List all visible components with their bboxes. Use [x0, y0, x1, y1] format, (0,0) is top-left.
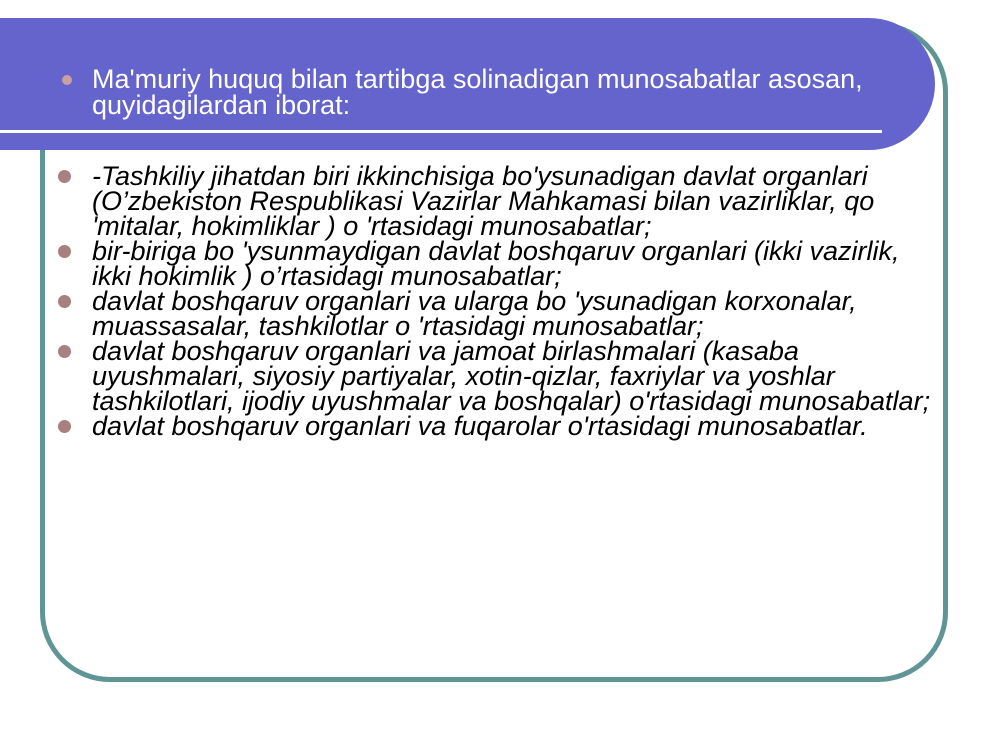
bullet-icon [58, 170, 71, 183]
list-item [58, 161, 938, 241]
list-item-text: -Tashkiliy jihatdan biri ikkinchisiga bo'ysunadigan davlat organlari (O’zbekiston Respublikasi Vazirlar Mahkamasi bilan vazirliklar, qo 'mitalar, hokimliklar ) o 'rtasidagi munosabatlar; [92, 161, 875, 241]
list-item-text: davlat boshqaruv organlari va jamoat birlashmalari (kasaba uyushmalari, siyosiy partiyalar, xotin-qizlar, faxriylar va yoshlar tashkilotlari, ijodiy uyushmalar va boshqalar) o'rtasidagi munosabatlar; [92, 336, 931, 416]
list-item-text: davlat boshqaruv organlari va fuqarolar o'rtasidagi munosabatlar. [92, 411, 868, 441]
header-divider [0, 130, 882, 133]
list-item [58, 336, 938, 416]
slide-title [62, 66, 902, 118]
list-item-text: bir-biriga bo 'ysunmaydigan davlat boshqaruv organlari (ikki vazirlik, ikki hokimlik ) o’rtasidagi munosabatlar; [92, 236, 900, 291]
bullet-icon [58, 420, 71, 433]
bullet-icon [58, 345, 71, 358]
list-item [58, 411, 938, 441]
bullet-icon [58, 295, 71, 308]
list-item [58, 286, 938, 341]
bullet-icon [58, 245, 71, 258]
slide-title-text: Ma'muriy huquq bilan tartibga solinadigan munosabatlar asosan, quyidagilardan iborat: [92, 64, 863, 120]
list-item-text: davlat boshqaruv organlari va ularga bo 'ysunadigan korxonalar, muassasalar, tashkilotlar o 'rtasidagi munosabatlar; [92, 286, 857, 341]
list-item [58, 236, 938, 291]
title-bullet-icon [62, 75, 72, 85]
bullet-list [58, 161, 938, 441]
